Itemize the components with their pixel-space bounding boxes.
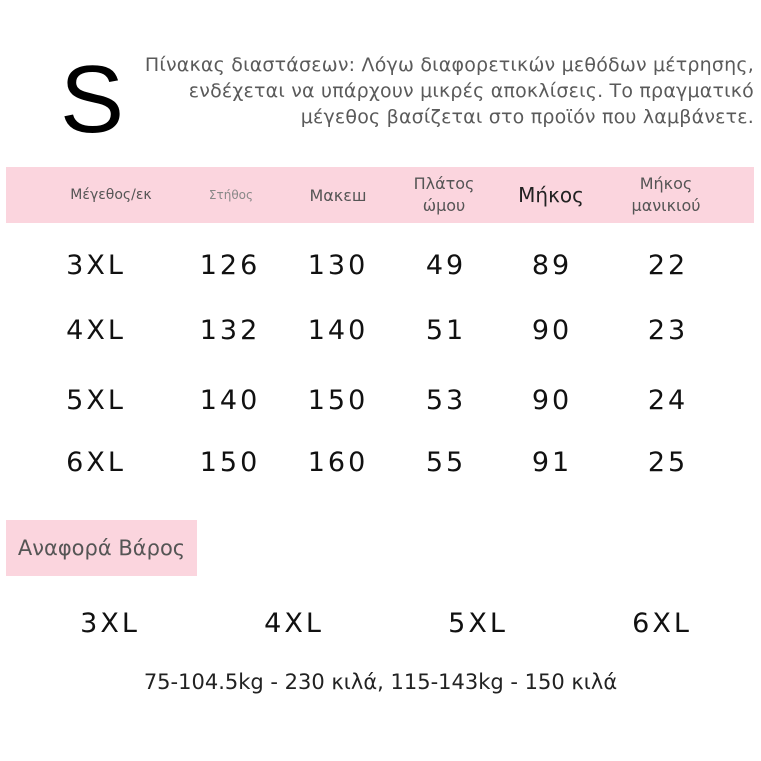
row-length: 90	[531, 314, 573, 346]
measurement-note: Πίνακας διαστάσεων: Λόγω διαφορετικών μεθόδων μέτρησης, ενδέχεται να υπάρχουν μικρές αποκλίσεις. Το πραγματικό μέγεθος βασίζεται στο προϊόν που λαμβάνετε.	[144, 54, 754, 128]
row-waist: 140	[307, 314, 369, 346]
row-sleeve: 24	[647, 384, 689, 416]
row-size: 6XL	[66, 446, 126, 478]
row-chest: 132	[199, 314, 261, 346]
row-shoulder: 51	[425, 314, 467, 346]
row-size: 5XL	[66, 384, 126, 416]
row-shoulder: 55	[425, 446, 467, 478]
row-size: 3XL	[66, 249, 126, 281]
header-size: Μέγεθος/εκ	[70, 187, 152, 203]
header-shoulder-width: Πλάτος ώμου	[413, 174, 475, 215]
row-waist: 160	[307, 446, 369, 478]
row-sleeve: 25	[647, 446, 689, 478]
weight-size: 4XL	[264, 607, 324, 639]
row-chest: 150	[199, 446, 261, 478]
row-shoulder: 53	[425, 384, 467, 416]
row-sleeve: 23	[647, 314, 689, 346]
header-waist: Μακεш	[309, 185, 367, 205]
header-length: Μήκος	[518, 183, 584, 207]
weight-size: 5XL	[448, 607, 508, 639]
row-size: 4XL	[66, 314, 126, 346]
row-length: 90	[531, 384, 573, 416]
header-chest: Στήθος	[208, 188, 254, 202]
weight-reference-label: Αναφορά Βάρος	[6, 520, 197, 576]
weight-size: 6XL	[632, 607, 692, 639]
row-chest: 126	[199, 249, 261, 281]
weight-size: 3XL	[80, 607, 140, 639]
row-chest: 140	[199, 384, 261, 416]
row-waist: 130	[307, 249, 369, 281]
header-sleeve-length: Μήκος μανικιού	[631, 174, 701, 215]
row-sleeve: 22	[647, 249, 689, 281]
row-shoulder: 49	[425, 249, 467, 281]
weight-values: 75-104.5kg - 230 κιλά, 115-143kg - 150 κιλά	[143, 670, 618, 694]
row-length: 89	[531, 249, 573, 281]
row-waist: 150	[307, 384, 369, 416]
size-letter: S	[60, 46, 125, 153]
row-length: 91	[531, 446, 573, 478]
